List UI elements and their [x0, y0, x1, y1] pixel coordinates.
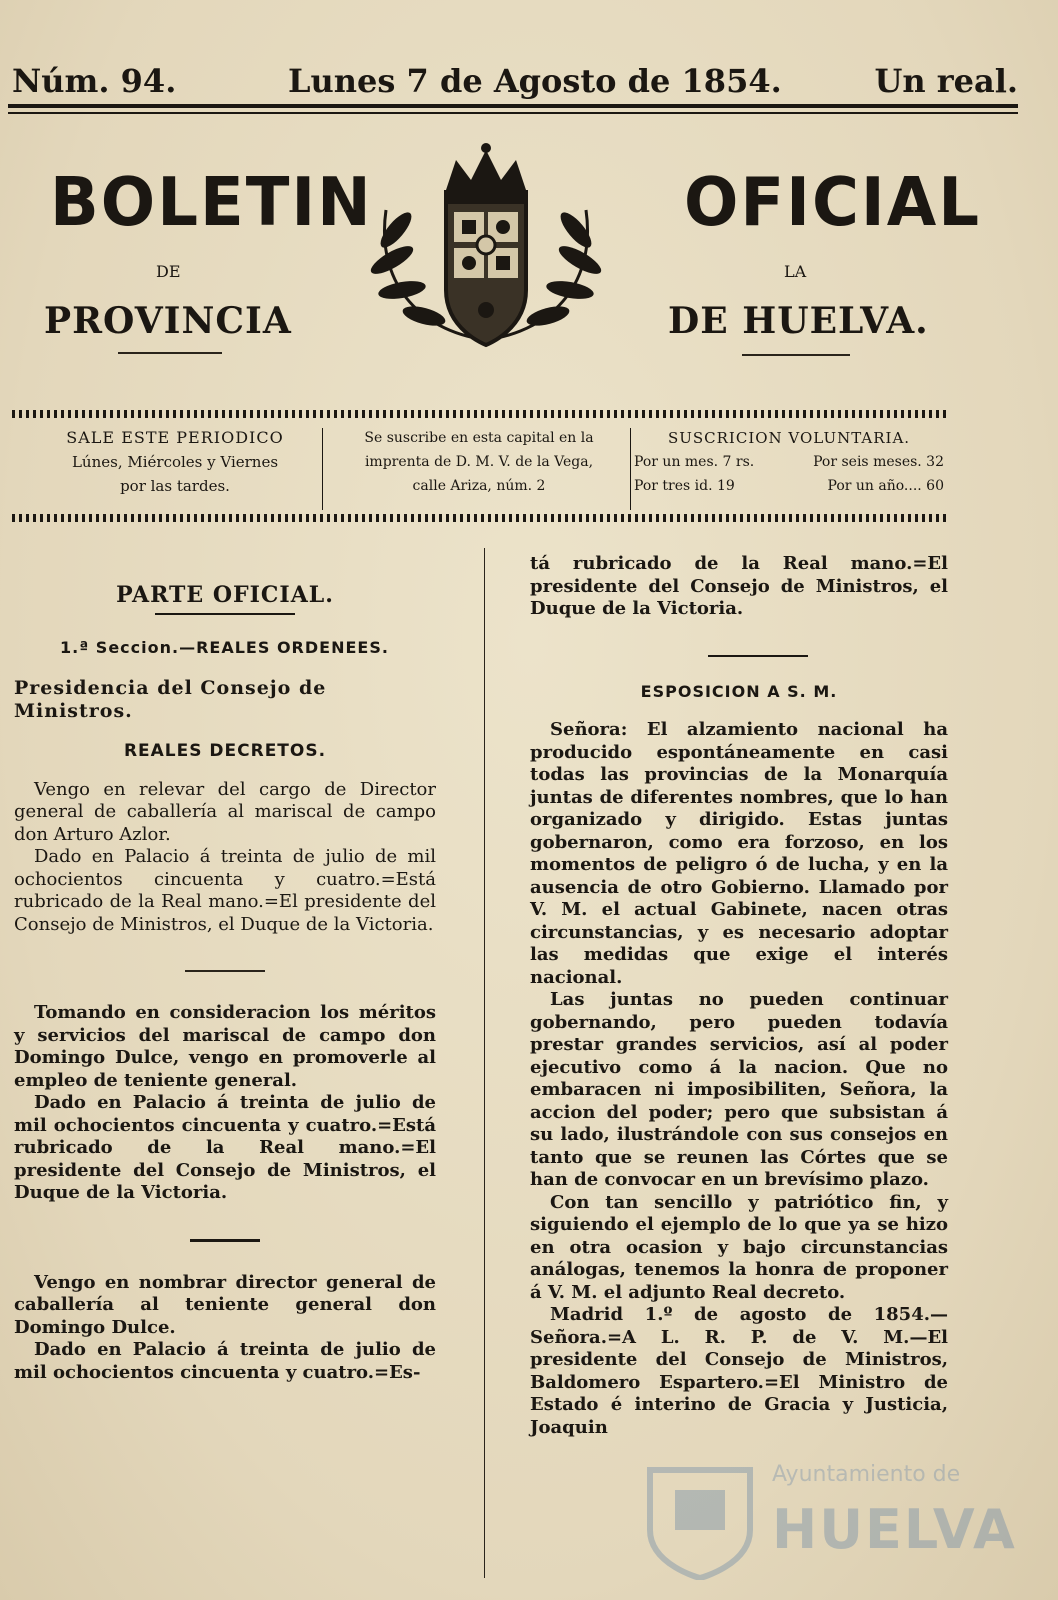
publication-schedule: SALE ESTE PERIODICO Lúnes, Miércoles y Viernes por las tardes. [66, 428, 284, 495]
title-ornament-left [118, 352, 222, 354]
header-rule-thin [8, 112, 1018, 114]
paragraph: Con tan sencillo y patriótico fin, y siguiendo el ejemplo de lo que ya se hizo en otra ocasion y bajo circunstancias análogas, tenemos la honra de proponer á V. M. el adjunto Real decreto. [530, 1191, 948, 1303]
title-de: DE [156, 262, 181, 281]
paragraph: Tomando en consideracion los méritos y servicios del mariscal de campo don Domingo Dulce, vengo en promoverle al empleo de teniente general. [14, 1002, 436, 1091]
issue-price: Un real. [874, 62, 1018, 100]
info-divider [630, 428, 631, 510]
paragraph: Señora: El alzamiento nacional ha producido espontáneamente en casi todas las provincias de la Monarquía juntas de diferentes nombres, que lo han organizado y dirigido. Estas juntas gobernaron, como era forzoso, en los momentos de peligro ó de lucha, y en la ausencia de otro Gobierno. Llamado por V. M. el actual Gabinete, nacen otras circunstancias, y es necesario adoptar las medidas que exige el interés nacional. [530, 719, 948, 988]
city-shield-icon [640, 1450, 760, 1580]
right-column [530, 553, 948, 1439]
column-divider [484, 548, 485, 1578]
separator [190, 1239, 260, 1242]
header-rule [8, 104, 1018, 108]
paragraph: Dado en Palacio á treinta de julio de mil ochocientos cincuenta y cuatro.=Está rubricado de la Real mano.=El presidente del Consejo de Ministros, el Duque de la Victoria. [14, 1092, 436, 1203]
separator [185, 970, 265, 972]
issue-number: Núm. 94. [12, 62, 177, 100]
title-la: LA [784, 262, 807, 281]
info-divider [322, 428, 323, 510]
subscription-location: Se suscribe en esta capital en la imprenta de D. M. V. de la Vega, calle Ariza, núm. 2 [364, 430, 594, 494]
info-band-border-bottom [12, 514, 950, 522]
title-provincia: PROVINCIA [44, 300, 292, 342]
section-subheading: 1.ª Seccion.—REALES ORDENEES. [60, 637, 389, 657]
exposition-heading: ESPOSICION A S. M. [640, 681, 838, 701]
heading-rule [155, 613, 295, 615]
header-line [8, 62, 1018, 102]
separator [708, 655, 808, 657]
decrees-heading: REALES DECRETOS. [123, 741, 327, 761]
info-band-border-top [12, 410, 950, 418]
paragraph: Vengo en nombrar director general de caballería al teniente general don Domingo Dulce. [14, 1271, 436, 1338]
paragraph: Las juntas no pueden continuar gobernando, pero pueden todavía prestar grandes servicios, así al poder ejecutivo como á la nacion. Que no embaracen ni imposibiliten, Señora, la accion del poder; pero que subsistan á su lado, ilustrándole con sus consejos en tanto que se reunen las Córtes que se han de convocar en un brevísimo plazo. [530, 989, 948, 1190]
subscription-prices: SUSCRICION VOLUNTARIA. Por un mes. 7 rs. Por seis meses. 32 Por tres id. 19 Por un año.... 60 [634, 429, 944, 494]
paragraph: Dado en Palacio á treinta de julio de mil ochocientos cincuenta y cuatro.=Es- [14, 1339, 436, 1383]
paragraph: tá rubricado de la Real mano.=El presidente del Consejo de Ministros, el Duque de la Victoria. [530, 553, 948, 619]
title-ornament-right [742, 354, 850, 356]
paragraph: Madrid 1.º de agosto de 1854.—Señora.=A L. R. P. de V. M.—El presidente del Consejo de Ministros, Baldomero Espartero.=El Ministro de Estado é interino de Gracia y Justicia, Joaquin [530, 1304, 948, 1438]
royal-crest-icon [336, 140, 636, 380]
paragraph: Vengo en relevar del cargo de Director general de caballería al mariscal de campo don Arturo Azlor. [14, 778, 436, 845]
archive-watermark: Ayuntamiento de HUELVA [640, 1450, 970, 1590]
ministry-heading: Presidencia del Consejo de Ministros. [14, 677, 327, 722]
left-column [14, 560, 436, 1384]
title-huelva: DE HUELVA. [668, 300, 929, 342]
issue-date: Lunes 7 de Agosto de 1854. [288, 62, 782, 100]
section-heading: PARTE OFICIAL. [116, 582, 334, 608]
title-oficial: OFICIAL [684, 164, 982, 242]
paragraph: Dado en Palacio á treinta de julio de mil ochocientos cincuenta y cuatro.=Está rubricado de la Real mano.=El presidente del Consejo de Ministros, el Duque de la Victoria. [14, 846, 436, 935]
title-boletin: BOLETIN [50, 164, 373, 242]
